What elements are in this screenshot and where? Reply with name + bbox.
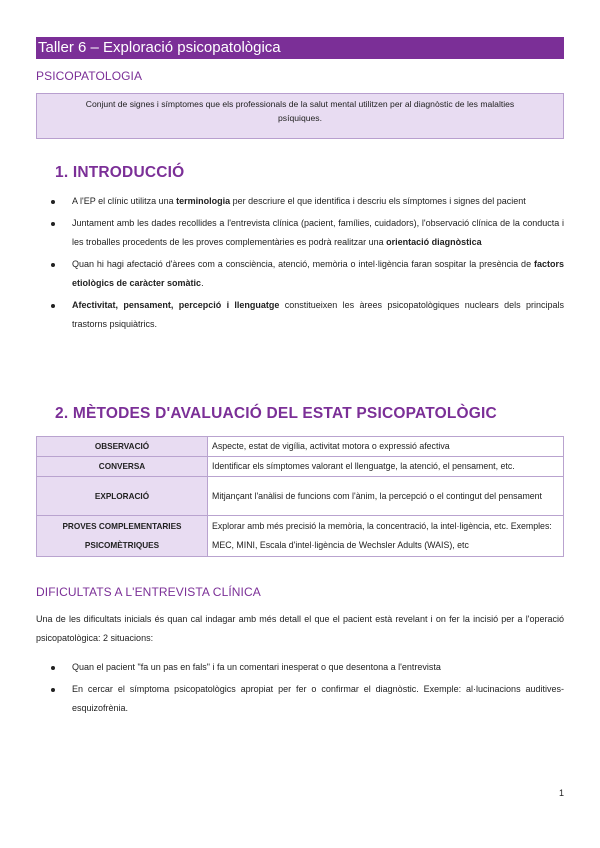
bullet-icon xyxy=(51,666,55,670)
page-title: Taller 6 – Exploració psicopatològica xyxy=(36,37,564,59)
bullet-text: A l'EP el clínic utilitza una xyxy=(72,196,177,206)
bullet-icon xyxy=(51,222,55,226)
list-item xyxy=(36,296,564,334)
table-cell-label: CONVERSA xyxy=(37,457,208,477)
table-cell-label: PROVES COMPLEMENTARIES PSICOMÈTRIQUES xyxy=(37,516,208,557)
bullet-text: . xyxy=(201,278,204,288)
table-row xyxy=(37,477,564,516)
list-item xyxy=(36,680,564,718)
bullet-icon xyxy=(51,304,55,308)
bullet-bold-text: orientació diagnòstica xyxy=(386,237,482,247)
methods-heading: 2. MÈTODES D'AVALUACIÓ DEL ESTAT PSICOPATOLÒGIC xyxy=(55,405,497,422)
table-cell-label: EXPLORACIÓ xyxy=(37,477,208,516)
bullet-text: constitueixen les àrees psicopatològiques nuclears dels principals trastorns psiquiàtrics. xyxy=(72,300,564,329)
table-cell-desc: Mitjançant l'anàlisi de funcions com l'ànim, la percepció o el contingut del pensament xyxy=(208,477,564,516)
bullet-icon xyxy=(51,688,55,692)
list-item xyxy=(36,214,564,252)
list-item xyxy=(36,255,564,293)
difficulties-paragraph: Una de les dificultats inicials és quan cal indagar amb més detall el que el pacient està revelant i on fer la incisió per a l'operació psicopatològica: 2 situacions: xyxy=(36,614,564,643)
intro-heading: 1. INTRODUCCIÓ xyxy=(55,164,185,181)
bullet-text: Quan hi hagi afectació d'àrees com a consciència, atenció, memòria o intel·ligència faran sospitar la presència de xyxy=(72,259,534,269)
definition-box: Conjunt de signes i símptomes que els professionals de la salut mental utilitzen per al diagnòstic de les malalties psíquiques. xyxy=(36,93,564,139)
table-row xyxy=(37,516,564,557)
list-item xyxy=(36,192,564,211)
intro-bullet-list xyxy=(36,192,564,337)
bullet-icon xyxy=(51,263,55,267)
list-item xyxy=(36,658,564,677)
bullet-bold-text: factors etiològics de caràcter somàtic xyxy=(72,259,564,288)
table-cell-desc: Aspecte, estat de vigília, activitat motora o expressió afectiva xyxy=(208,437,564,457)
bullet-text: per descriure el que identifica i descriu els símptomes i signes del pacient xyxy=(230,196,526,206)
page-number: 1 xyxy=(558,788,564,798)
psicopatologia-heading: PSICOPATOLOGIA xyxy=(36,69,143,83)
table-cell-label: OBSERVACIÓ xyxy=(37,437,208,457)
table-cell-desc: Identificar els símptomes valorant el llenguatge, la atenció, el pensament, etc. xyxy=(208,457,564,477)
bullet-bold-text: terminologia xyxy=(176,196,231,206)
table-cell-desc: Explorar amb més precisió la memòria, la concentració, la intel·ligència, etc. Exemples: MEC, MINI, Escala d'intel·ligència de Wechsler Adults (WAIS), etc xyxy=(208,516,564,557)
bullet-text: Quan el pacient "fa un pas en fals" i fa un comentari inesperat o que desentona a l'entrevista xyxy=(72,662,441,672)
table-row xyxy=(37,457,564,477)
methods-table xyxy=(36,436,564,557)
bullet-text: En cercar el símptoma psicopatològics apropiat per fer o confirmar el diagnòstic. Exemple: al·lucinacions auditives-esquizofrènia. xyxy=(72,684,564,713)
table-row xyxy=(37,437,564,457)
difficulties-heading: DIFICULTATS A L'ENTREVISTA CLÍNICA xyxy=(36,585,261,599)
bullet-bold-text: Afectivitat, pensament, percepció i llenguatge xyxy=(72,300,280,310)
difficulties-bullet-list xyxy=(36,658,564,721)
bullet-icon xyxy=(51,200,55,204)
bullet-text: Juntament amb les dades recollides a l'entrevista clínica (pacient, famílies, cuidadors), l'observació clínica de la conducta i les troballes procedents de les proves complementàries es podrà realitzar una xyxy=(72,218,564,247)
